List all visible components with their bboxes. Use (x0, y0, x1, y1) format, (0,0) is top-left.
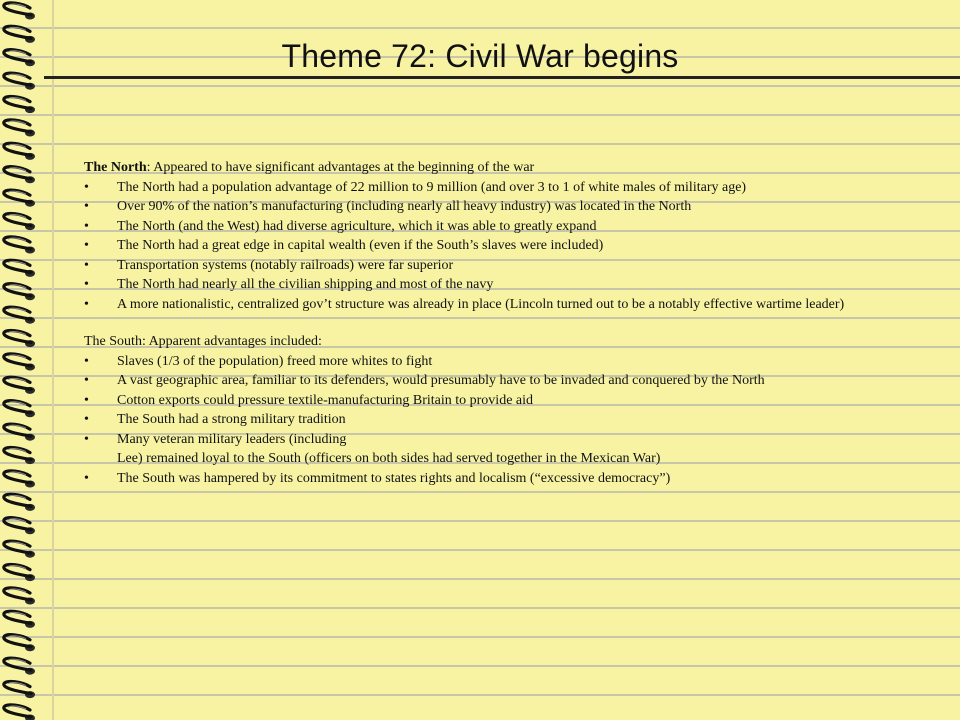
bullet-icon: • (84, 218, 89, 234)
list-item (84, 469, 914, 489)
bullet-icon: • (84, 470, 89, 486)
list-item (84, 275, 914, 295)
bullet-icon: • (84, 238, 89, 253)
page-title: Theme 72: Civil War begins (281, 38, 679, 74)
bullet-icon: • (84, 277, 89, 292)
list-item (84, 391, 914, 411)
list-item (84, 178, 914, 198)
bullet-icon: • (84, 353, 89, 369)
bullet-icon: • (84, 296, 89, 312)
south-heading (84, 332, 914, 352)
notebook-margin-line (52, 0, 54, 720)
list-item-text: The North (and the West) had diverse agriculture, which it was able to greatly expand (117, 218, 597, 234)
list-item-text: Many veteran military leaders (including Lee) remained loyal to the South (officers on both sides had served together in the Mexican War) (117, 431, 661, 466)
list-item (84, 197, 914, 217)
bullet-icon: • (84, 431, 89, 447)
list-item-text: A more nationalistic, centralized gov’t structure was already in place (Lincoln turned out to be a notably effective wartime leader) (117, 296, 845, 312)
south-label: The South (84, 334, 142, 349)
bullet-icon: • (84, 392, 89, 408)
list-item-text: The South was hampered by its commitment to states rights and localism (“excessive democracy”) (117, 470, 671, 486)
list-item-text: The North had a great edge in capital wealth (even if the South’s slaves were included) (117, 238, 604, 253)
list-item (84, 295, 914, 315)
north-heading (84, 158, 914, 178)
list-item (84, 256, 914, 276)
south-intro: : Apparent advantages included: (141, 334, 322, 349)
list-item (84, 352, 914, 372)
list-item (84, 217, 914, 237)
bullet-icon: • (84, 373, 89, 388)
list-item-text: The North had nearly all the civilian shipping and most of the navy (117, 277, 494, 292)
title-underline (44, 76, 960, 79)
list-item-text: The North had a population advantage of 22 million to 9 million (and over 3 to 1 of white males of military age) (117, 179, 747, 195)
list-item-text: The South had a strong military tradition (117, 412, 346, 427)
south-points-list (84, 352, 914, 489)
list-item-text: Slaves (1/3 of the population) freed more whites to fight (117, 353, 433, 369)
north-label: The North (84, 160, 147, 175)
list-item-text: Cotton exports could pressure textile-manufacturing Britain to provide aid (117, 392, 534, 408)
bullet-icon: • (84, 412, 89, 427)
north-points-list (84, 178, 914, 315)
slide-content (84, 158, 914, 488)
bullet-icon: • (84, 199, 89, 214)
list-item-text: A vast geographic area, familiar to its defenders, would presumably have to be invaded and conquered by the North (117, 373, 765, 388)
bullet-icon: • (84, 257, 89, 273)
list-item-text: Transportation systems (notably railroads) were far superior (117, 257, 454, 273)
north-intro: : Appeared to have significant advantages at the beginning of the war (146, 160, 535, 175)
list-item (84, 371, 914, 391)
bullet-icon: • (84, 179, 89, 195)
list-item (84, 430, 914, 469)
list-item (84, 236, 914, 256)
list-item-text: Over 90% of the nation’s manufacturing (including nearly all heavy industry) was located in the North (117, 199, 692, 214)
list-item (84, 410, 914, 430)
notebook-spiral-binding (0, 0, 48, 720)
